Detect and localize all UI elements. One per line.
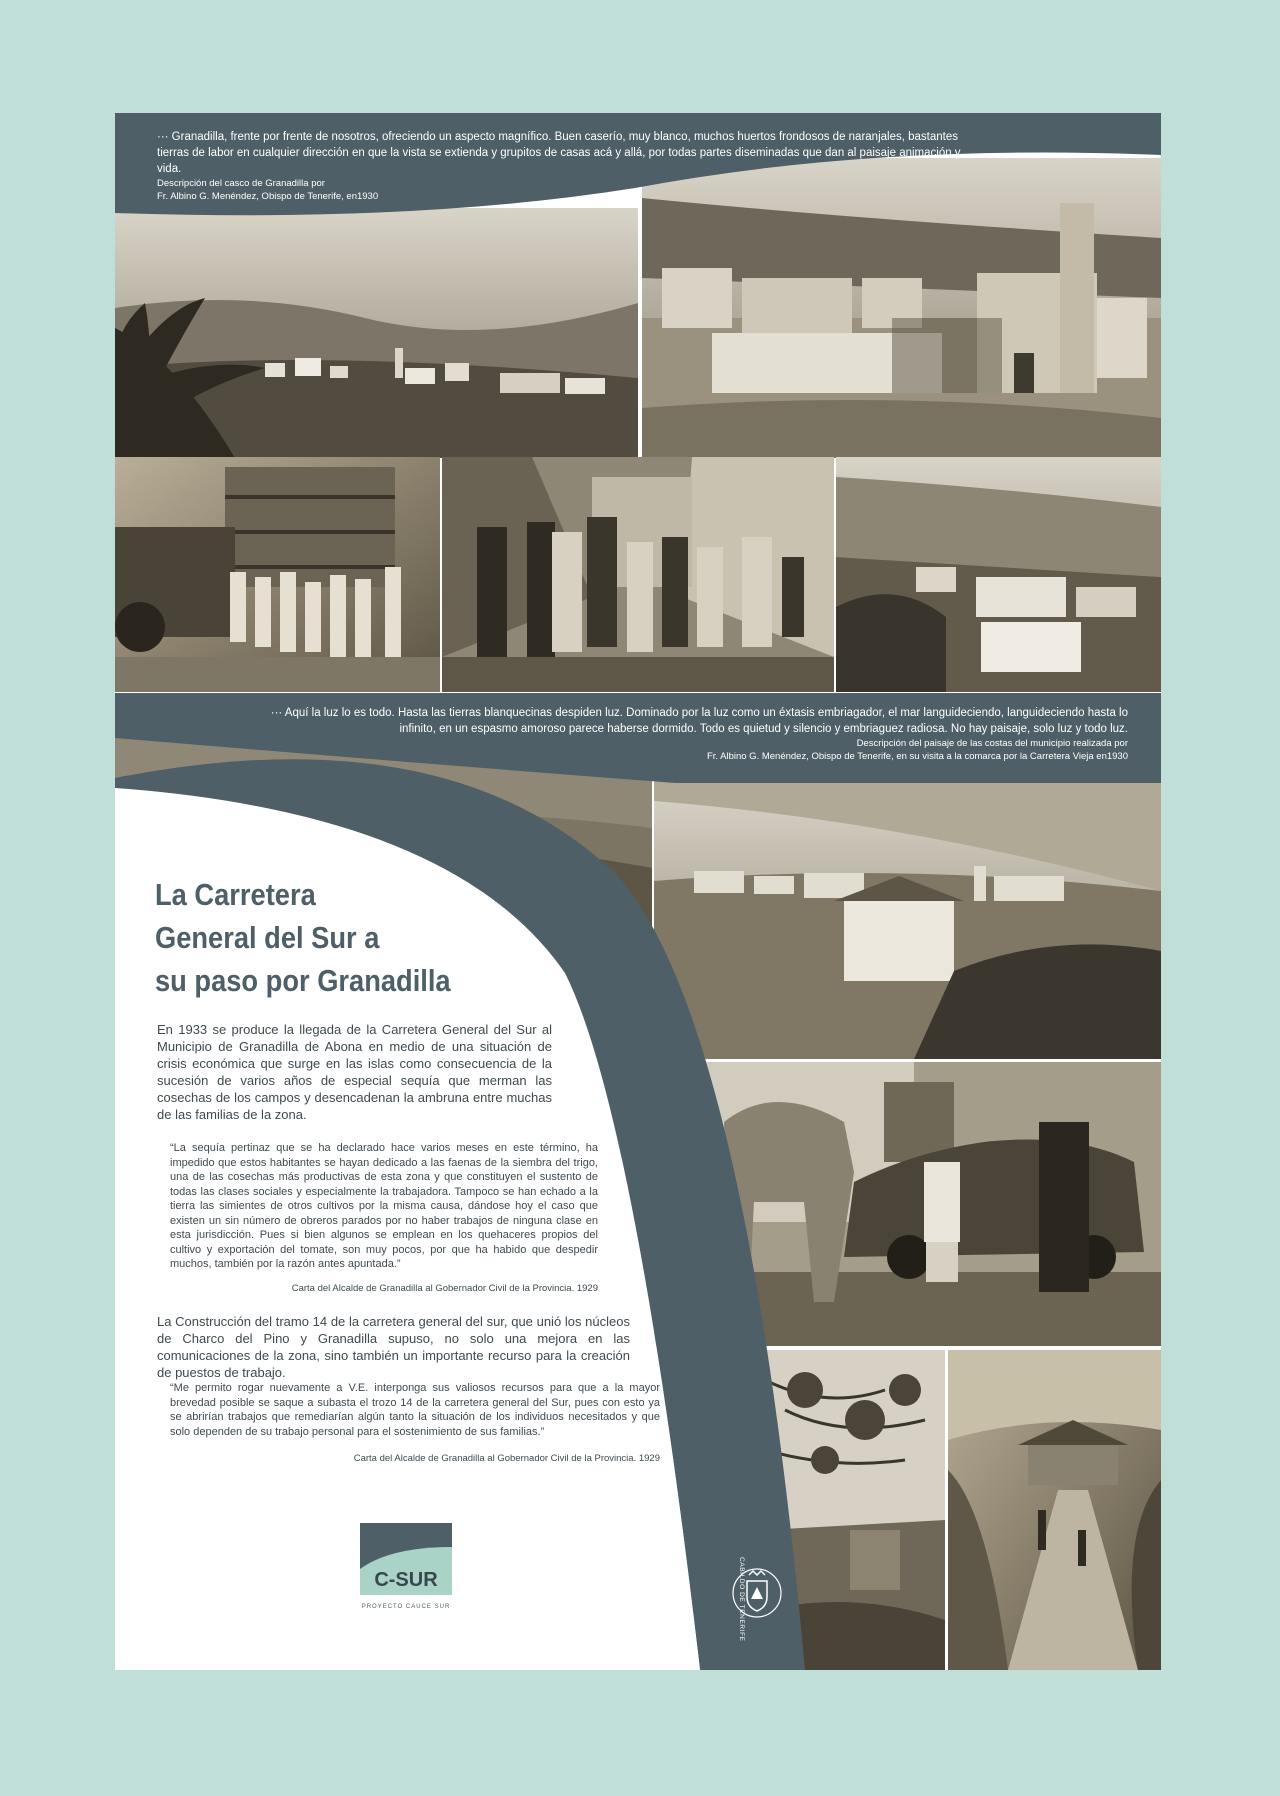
top-band-source-1: Descripción del casco de Granadilla por [157, 178, 325, 189]
paragraph-construction: La Construcción del tramo 14 de la carretera general del sur, que unió los núcleos de Charco del Pino y Granadilla supuso, no solo una mejora en las comunicaciones de la zona, sino también un importante recurso para la creación de puestos de trabajo. [157, 1314, 630, 1380]
title-line-3: su paso por Granadilla [155, 963, 451, 998]
cabildo-text: CABILDO DE TENERIFE [738, 1557, 745, 1642]
top-band-quote: ··· Granadilla, frente por frente de nosotros, ofreciendo un aspecto magnífico. Buen caserío, muy blanco, muchos huertos frondosos de naranjales, bastantes tierras de labor en cualquier dirección en que la vista se extienda y grupitos de casas acá y allá, por todas partes diseminadas que dan al paisaje animación y vida. [157, 131, 961, 175]
top-band-source-2: Fr. Albino G. Menéndez, Obispo de Tenerife, en1930 [157, 191, 379, 202]
quote-petition: “Me permito rogar nuevamente a V.E. interponga sus valiosos recursos para que a la mayor brevedad posible se saque a subasta el trozo 14 de la carretera general del Sur, pues con esto ya se abrirían trabajos que remediarían algún tanto la situación de los individuos necesitados y que solo dependen de su trabajo personal para el sostenimiento de sus familias.” [170, 1382, 660, 1438]
csur-logo-text: C-SUR [374, 1569, 438, 1591]
cabildo-shield-icon [727, 1553, 787, 1633]
csur-logo [360, 1523, 452, 1610]
cabildo-emblem [727, 1553, 787, 1642]
cite-petition: Carta del Alcalde de Granadilla al Gobernador Civil de la Provincia. 1929 [353, 1453, 660, 1464]
intro-paragraph: En 1933 se produce la llegada de la Carretera General del Sur al Municipio de Granadilla de Abona en medio de una situación de crisis económica que surge en las islas como consecuencia de la sucesión de varios años de especial sequía que merman las cosechas de los campos y desencadenan la ambruna entre muchas de las familias de la zona. [157, 1022, 552, 1122]
title-line-1: La Carretera [155, 877, 316, 912]
page-title [155, 873, 489, 1002]
title-line-2: General del Sur a [155, 920, 380, 955]
poster [115, 113, 1161, 1670]
middle-band-quote: ··· Aquí la luz lo es todo. Hasta las tierras blanquecinas despiden luz. Dominado por la luz como un éxtasis embriagador, el mar languideciendo, languideciendo hasta lo infinito, en un espasmo amoroso parece haberse dormido. Todo es quietud y silencio y embriaguez radiosa. No hay paisaje, solo luz y todo luz. [270, 707, 1128, 735]
quote-drought: “La sequía pertinaz que se ha declarado hace varios meses en este término, ha impedido que estos habitantes se hayan dedicado a las faenas de la siembra del trigo, una de las cosechas más productivas de esta zona y que constituyen el sustento de todas las clases sociales y especialmente la trabajadora. Tampoco se han echado a la tierra las simientes de otros cultivos por la misma causa, dándose hoy el caso que existen un sin número de obreros parados por no haber trabajos de ninguna clase en esta jurisdicción. Pues si bien algunos se emplean en los quehaceres propios del cultivo y exportación del tomate, son muy pocos, por que ha habido que despedir muchos, también por la razón antes apuntada.” [170, 1142, 598, 1270]
csur-logo-subtitle: PROYECTO CAUCE SUR [361, 1604, 451, 1610]
cite-drought: Carta del Alcalde de Granadilla al Gobernador Civil de la Provincia. 1929 [291, 1283, 598, 1294]
middle-band-source-1: Descripción del paisaje de las costas del municipio realizada por [856, 738, 1128, 749]
middle-band-source-2: Fr. Albino G. Menéndez, Obispo de Tenerife, en su visita a la comarca por la Carretera Vieja en1930 [706, 751, 1128, 762]
